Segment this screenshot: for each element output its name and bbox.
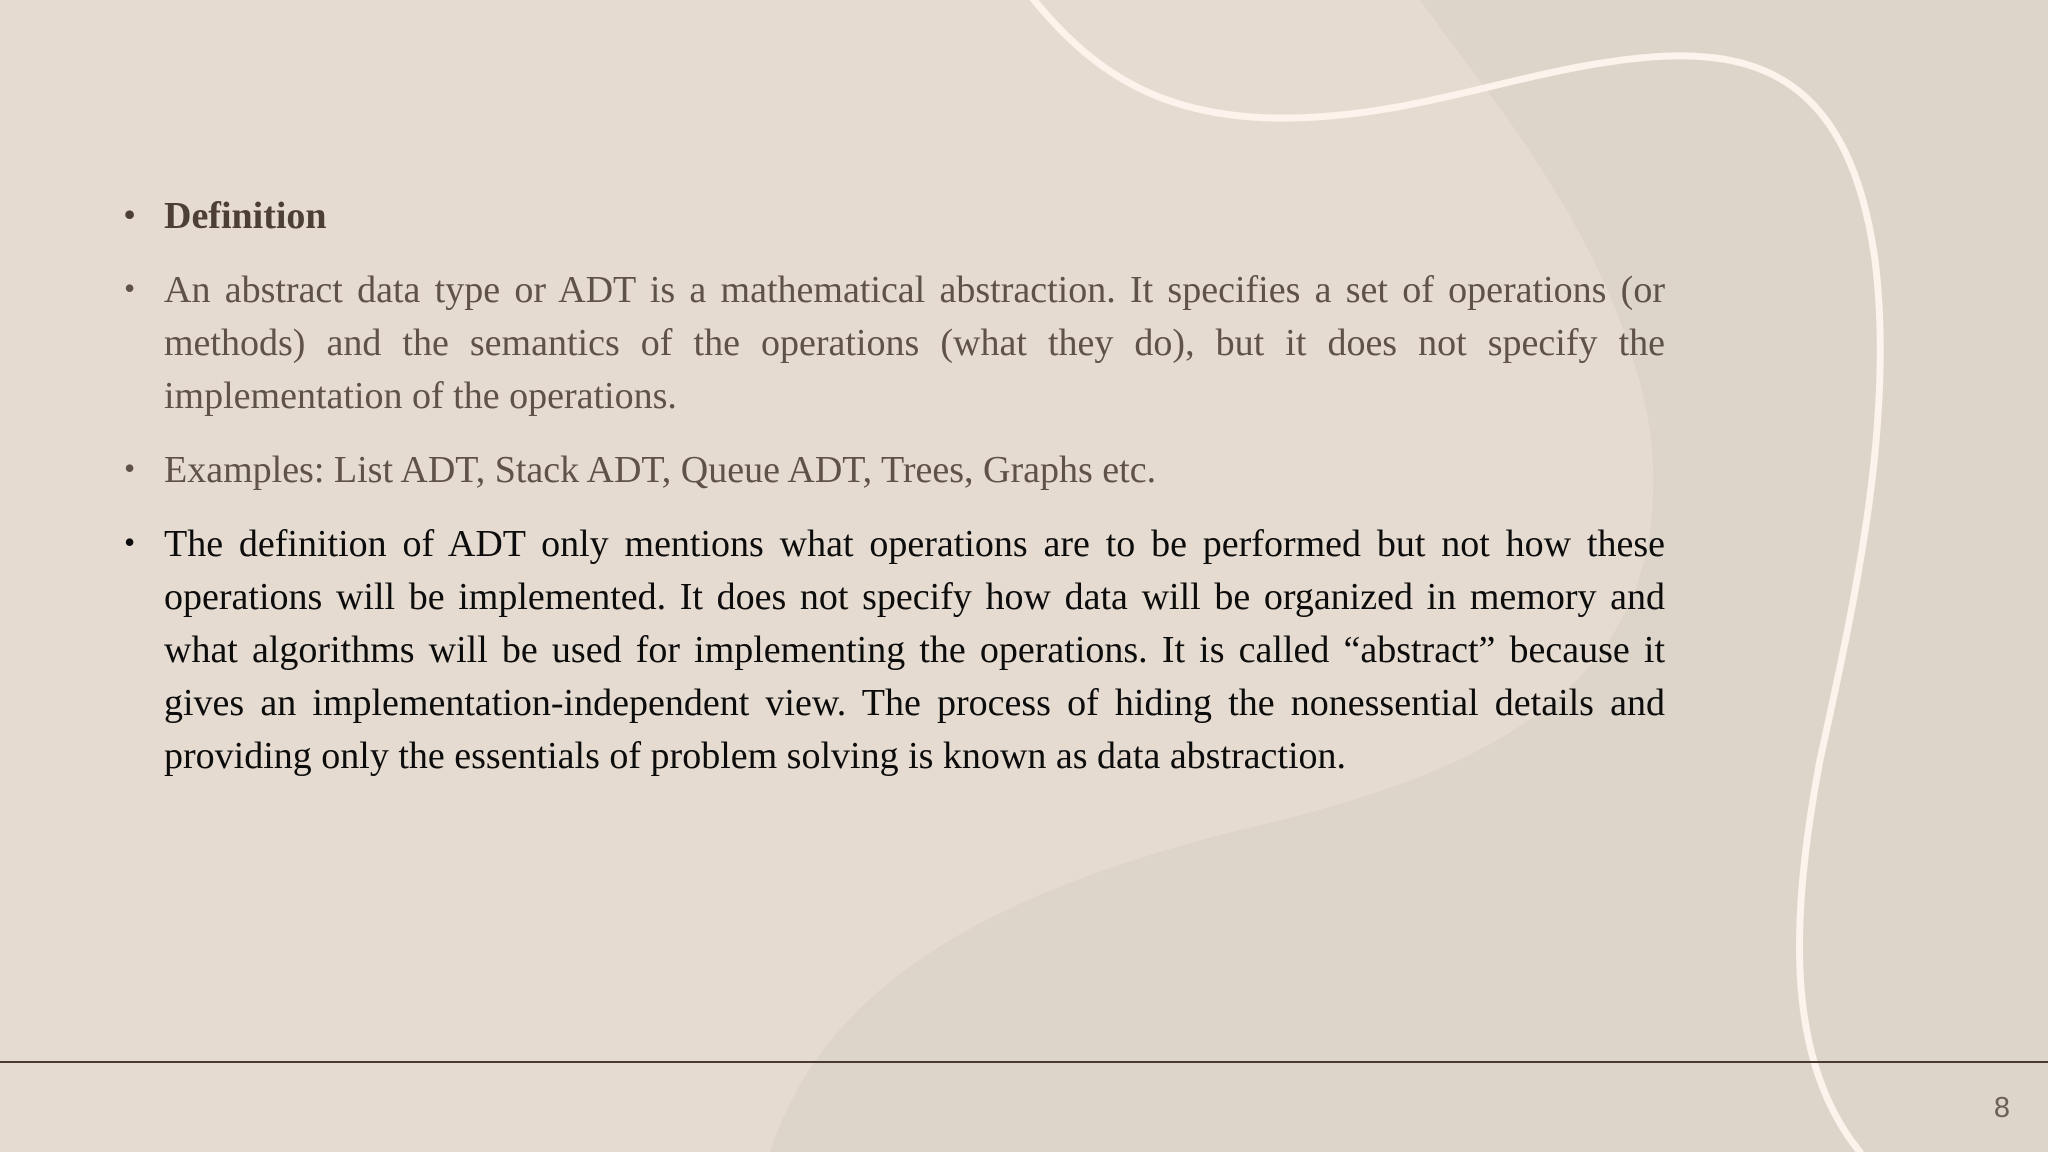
bullet-text: Examples: List ADT, Stack ADT, Queue ADT, Trees, Graphs etc. (164, 449, 1157, 491)
bullet-definition-heading (115, 190, 1665, 243)
bullet-text: Definition (164, 195, 327, 237)
bullet-marker: • (124, 196, 136, 232)
bullet-marker: • (124, 524, 136, 560)
bullet-marker: • (124, 450, 136, 486)
bullet-marker: • (124, 270, 136, 306)
bullet-adt-definition (115, 264, 1665, 423)
footer-divider (0, 1061, 2048, 1063)
bullet-adt-abstraction (115, 518, 1665, 783)
bullet-list (115, 190, 1665, 804)
bullet-adt-examples (115, 444, 1665, 497)
bullet-text: The definition of ADT only mentions what operations are to be performed but not how these operations will be implemented. It does not specify how data will be organized in memory and what algorithms will be used for implementing the operations. It is called “abstract” because it gives an implementation-independent view. The process of hiding the nonessential details and providing only the essentials of problem solving is known as data abstraction. (164, 523, 1665, 777)
page-number: 8 (1993, 1092, 2010, 1124)
bullet-text: An abstract data type or ADT is a mathematical abstraction. It specifies a set of operations (or methods) and the semantics of the operations (what they do), but it does not specify the implementation of the operations. (164, 269, 1665, 417)
